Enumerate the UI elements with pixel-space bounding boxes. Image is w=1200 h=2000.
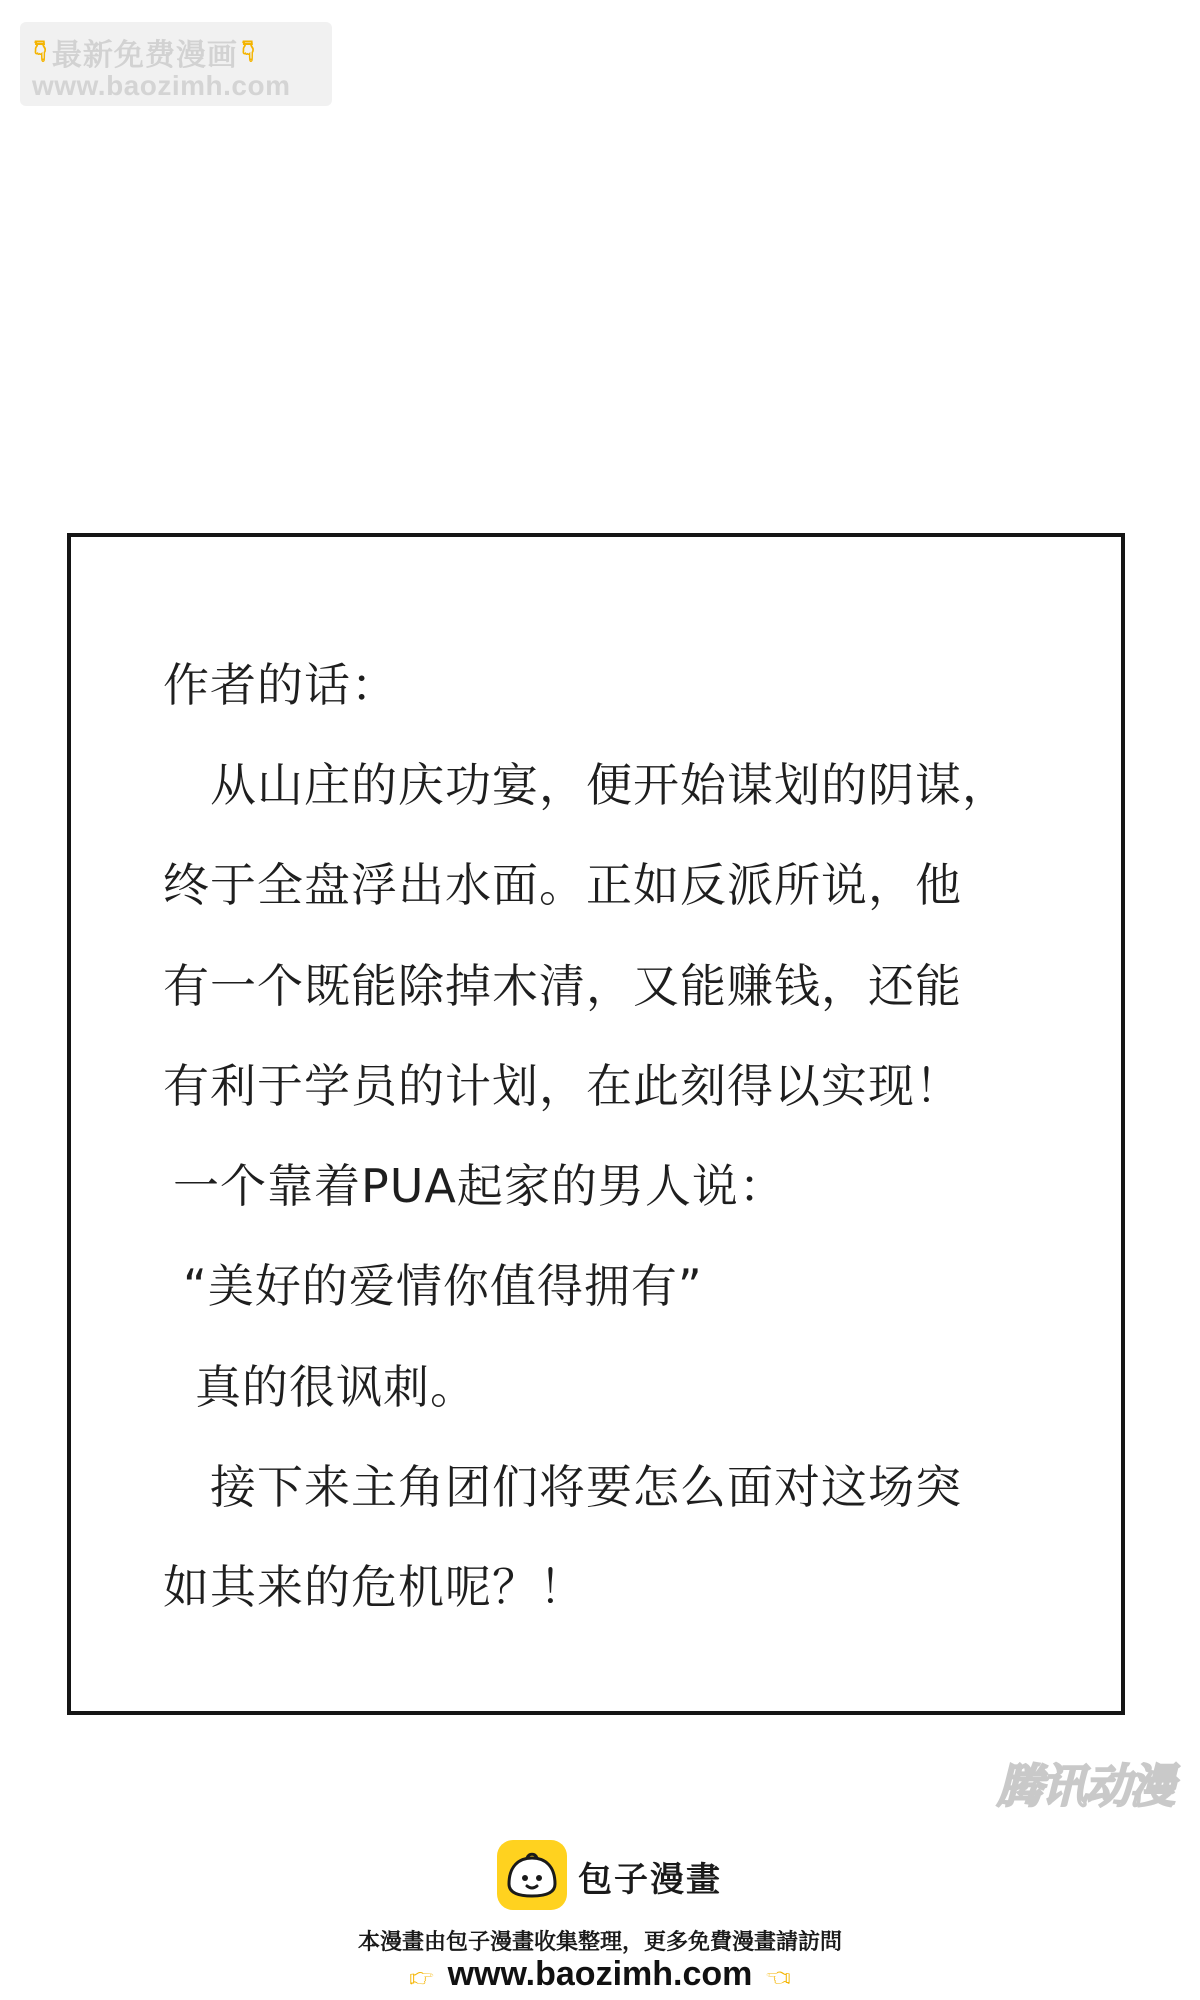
author-note-line: 一个靠着PUA起家的男人说： (173, 1159, 786, 1213)
author-note-line: 如其来的危机呢？！ (163, 1560, 586, 1614)
author-note-box (67, 533, 1125, 1715)
pointing-down-hand-icon: 👇︎ (34, 34, 48, 69)
author-note-heading: 作者的话： (163, 658, 398, 712)
author-note-line: 接下来主角团们将要怎么面对这场突 (163, 1460, 962, 1514)
author-note-line: 从山庄的庆功宴，便开始谋划的阴谋， (163, 758, 1009, 812)
author-note-quote: “美好的爱情你值得拥有” (183, 1259, 703, 1313)
author-note-line: 真的很讽刺。 (195, 1360, 477, 1414)
bun-face-icon (497, 1840, 567, 1910)
footer-brand: 包子漫畫 (578, 1860, 722, 1900)
watermark-title-row (34, 30, 256, 74)
footer-url-row (0, 1955, 1200, 1994)
author-note-line: 有一个既能除掉木清，又能赚钱，还能 (163, 959, 962, 1013)
watermark-url: www.baozimh.com (32, 70, 291, 101)
watermark-title: 最新免费漫画 (51, 38, 238, 73)
pointing-down-hand-icon: 👇︎ (241, 34, 256, 69)
watermark-badge (20, 22, 332, 106)
publisher-watermark: 腾讯动漫 (997, 1759, 1173, 1813)
pointing-right-hand-icon: 👉︎ (408, 1954, 434, 1995)
author-note-line: 有利于学员的计划，在此刻得以实现！ (163, 1059, 962, 1113)
pointing-left-hand-icon: 👈︎ (766, 1954, 792, 1995)
author-note-line: 终于全盘浮出水面。正如反派所说，他 (163, 858, 962, 912)
footer-notice: 本漫畫由包子漫畫收集整理，更多免費漫畫請訪問 (357, 1930, 842, 1955)
footer-url-link[interactable]: www.baozimh.com (447, 1955, 753, 1993)
